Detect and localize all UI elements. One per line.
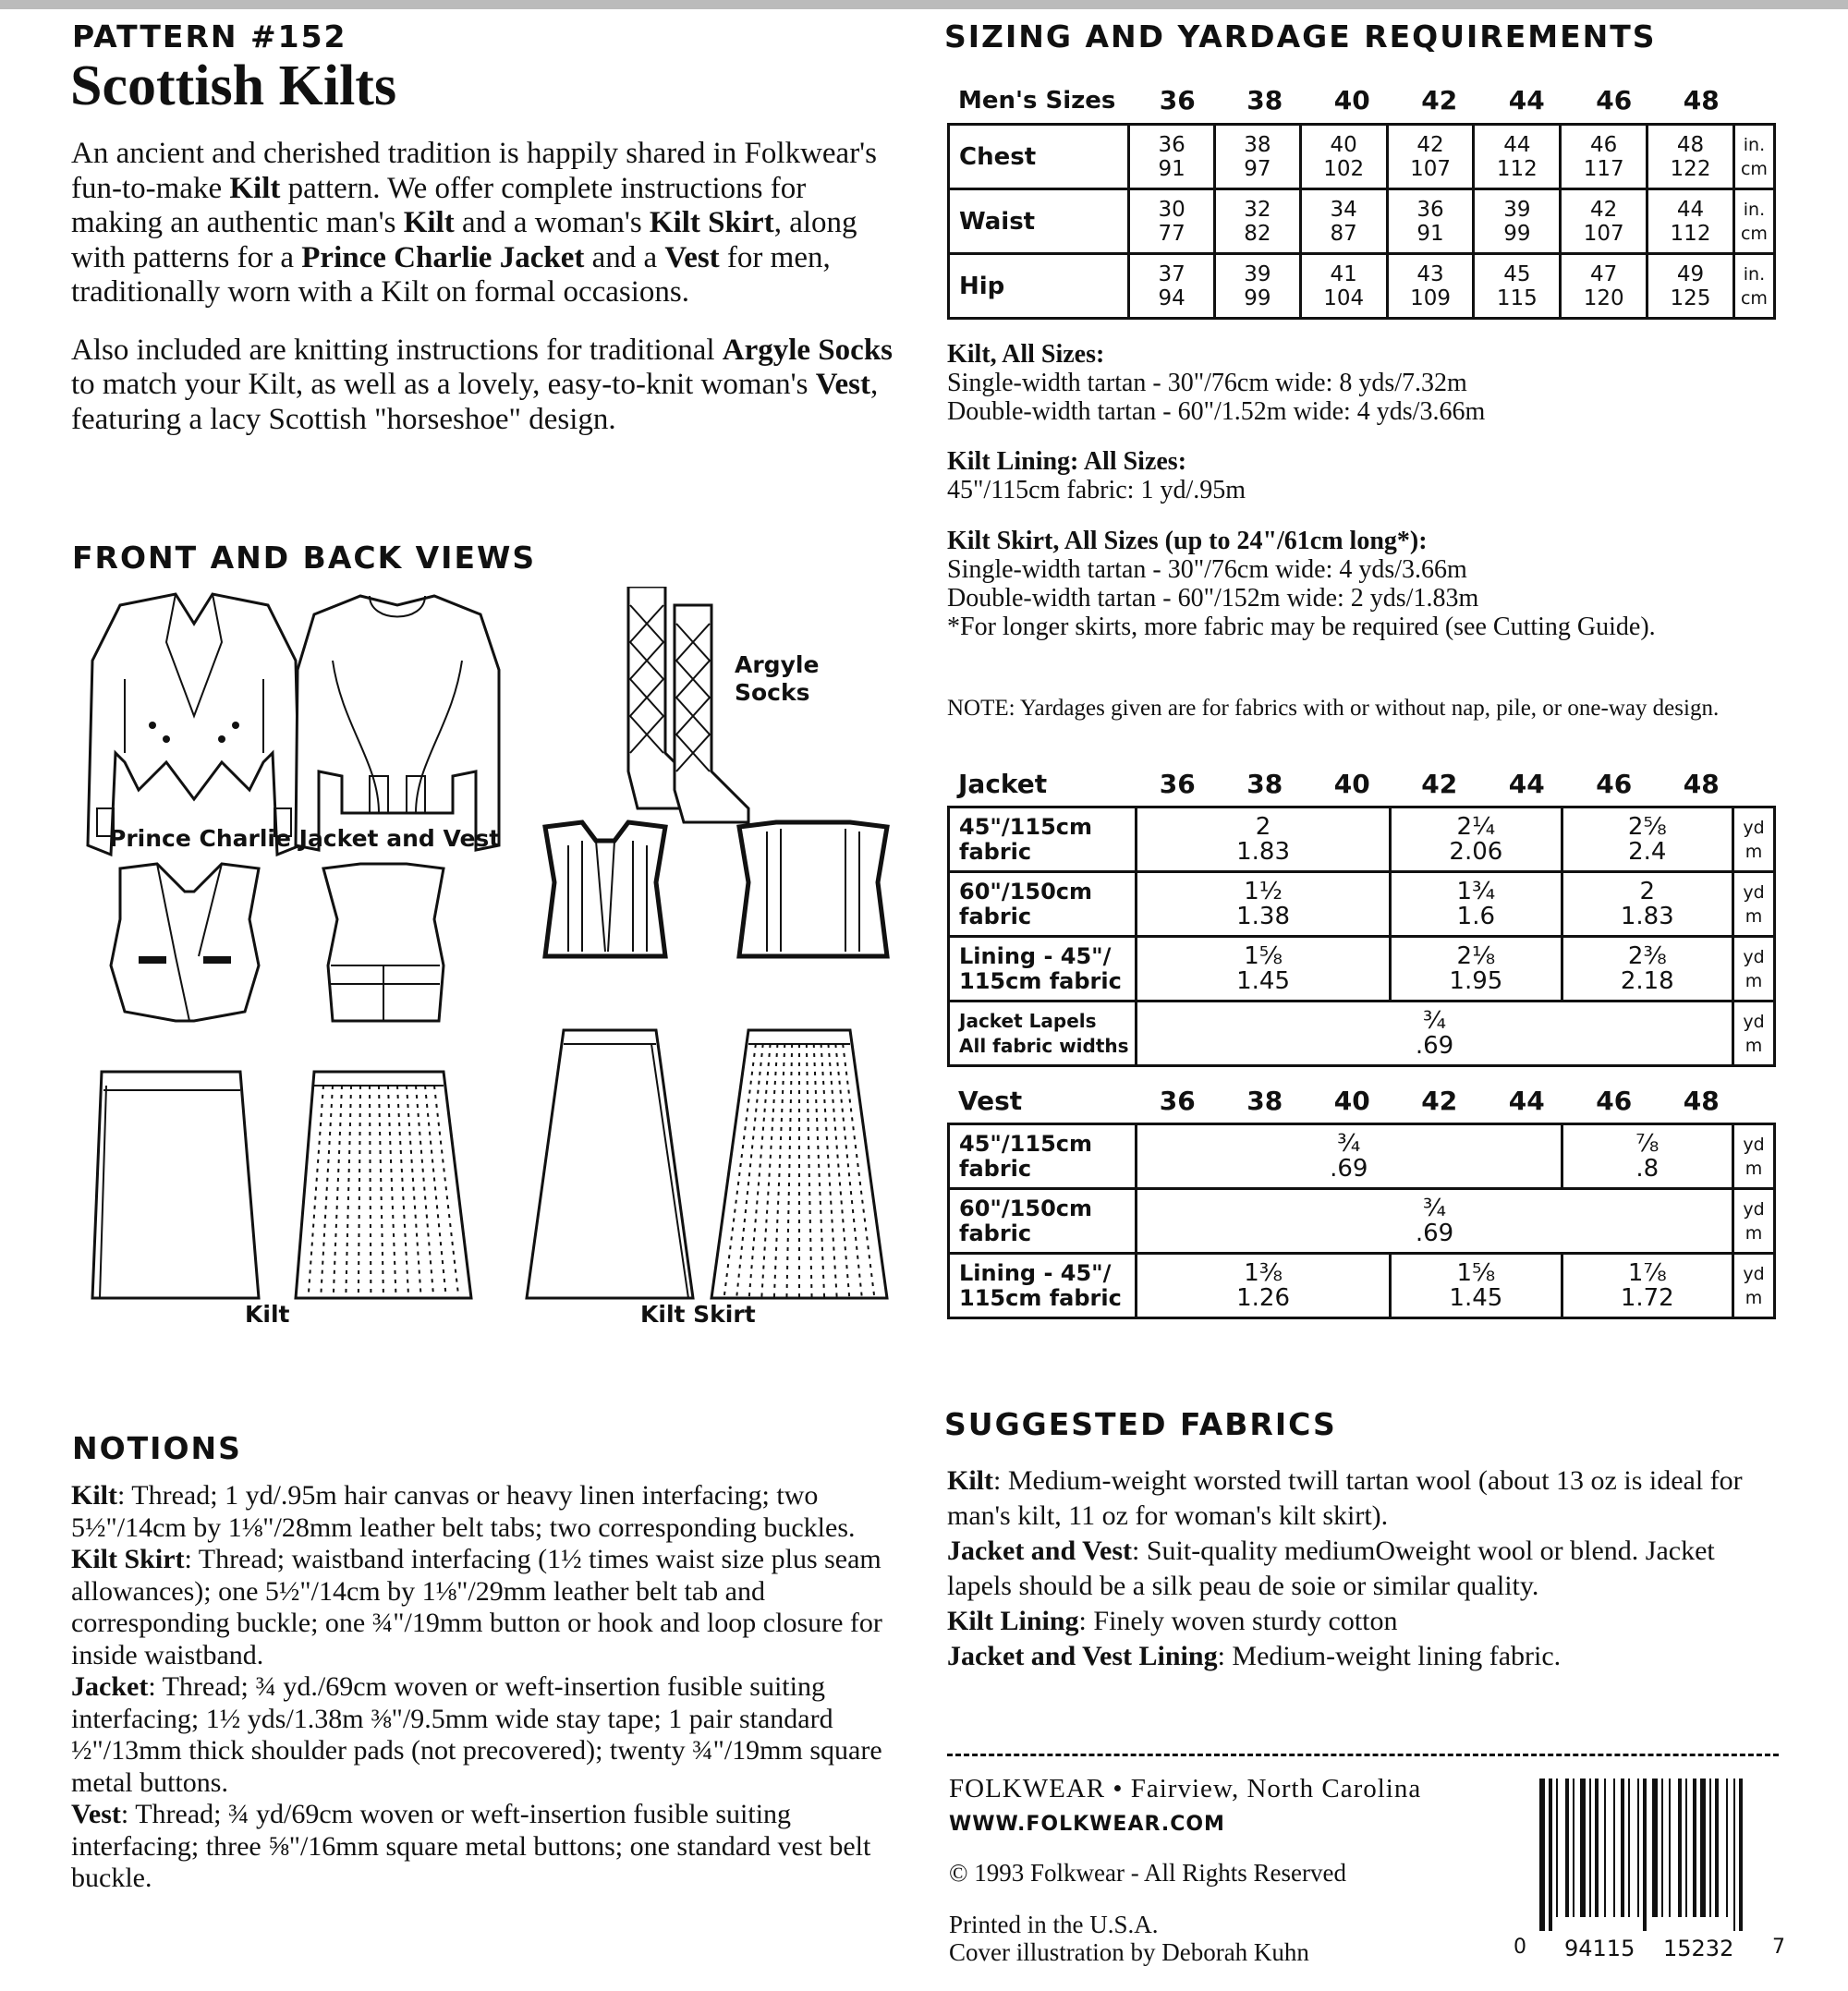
yardage-cell: 2¼ 2.06 xyxy=(1391,807,1562,872)
yardage-cell: 2 1.83 xyxy=(1137,807,1391,872)
argyle-socks-caption xyxy=(735,651,819,707)
yardage-cell: ⅞ .8 xyxy=(1562,1124,1732,1189)
measurement-row xyxy=(949,254,1775,319)
unit-cell: yd m xyxy=(1733,872,1775,937)
size-number: 46 xyxy=(1596,1086,1633,1116)
yardage-cell: ¾ .69 xyxy=(1137,1124,1562,1189)
size-number: 38 xyxy=(1246,769,1283,799)
jacket-front-drawing xyxy=(88,594,300,855)
unit-cell: in. cm xyxy=(1733,189,1774,254)
measurement-cell: 44 112 xyxy=(1474,125,1561,189)
measurement-cell: 30 77 xyxy=(1129,189,1215,254)
nap-note: NOTE: Yardages given are for fabrics with or without nap, pile, or one-way design. xyxy=(947,696,1720,721)
argyle-caption-line1: Argyle xyxy=(735,651,820,678)
unit-cell: yd m xyxy=(1733,1254,1775,1318)
intro-text xyxy=(71,137,894,460)
measurement-cell: 45 115 xyxy=(1474,254,1561,319)
yardage-row xyxy=(949,1189,1775,1254)
yardage-row xyxy=(949,1254,1775,1318)
views-heading: FRONT AND BACK VIEWS xyxy=(72,540,537,576)
mens-vest-front-drawing xyxy=(111,864,259,1021)
fabrics-heading: SUGGESTED FABRICS xyxy=(944,1406,1337,1442)
measurement-cell: 38 97 xyxy=(1215,125,1301,189)
measurement-cell: 44 112 xyxy=(1647,189,1734,254)
row-label: 60"/150cm fabric xyxy=(949,1189,1137,1254)
yardage-cell: 2⅝ 2.4 xyxy=(1562,807,1732,872)
jacket-sizes-header xyxy=(947,769,1779,799)
row-label: Chest xyxy=(949,125,1129,189)
intro-paragraph-1: An ancient and cherished tradition is happily shared in Folkwear's fun-to-make Kilt pattern. We offer complete instructions for making an authentic man's Kilt and a woman's Kilt Skirt, along with patterns for a Prince Charlie Jacket and a Vest for men, traditionally worn with a Kilt on formal occasions. xyxy=(71,137,877,309)
size-number: 46 xyxy=(1596,769,1633,799)
pattern-number: PATTERN #152 xyxy=(72,18,347,55)
size-number: 38 xyxy=(1246,85,1283,115)
vest-sizes-header xyxy=(947,1086,1779,1116)
argyle-caption-line2: Socks xyxy=(735,679,810,706)
size-number: 38 xyxy=(1246,1086,1283,1116)
measurement-cell: 36 91 xyxy=(1129,125,1215,189)
measurement-cell: 40 102 xyxy=(1300,125,1387,189)
yardage-row xyxy=(949,1002,1775,1066)
yardage-cell: 1⅞ 1.72 xyxy=(1562,1254,1732,1318)
mens-sizes-label: Men's Sizes xyxy=(958,86,1116,115)
row-label: Hip xyxy=(949,254,1129,319)
measurement-cell: 37 94 xyxy=(1129,254,1215,319)
row-label: Waist xyxy=(949,189,1129,254)
intro-paragraph-2: Also included are knitting instructions for traditional Argyle Socks to match your Kilt, as well as a lovely, easy-to-knit woman's Vest, featuring a lacy Scottish "horseshoe" design. xyxy=(71,333,894,436)
unit-cell: yd m xyxy=(1733,937,1775,1002)
womens-vest-back-drawing xyxy=(739,822,887,956)
size-number: 42 xyxy=(1421,769,1458,799)
barcode-digits-group1: 94115 xyxy=(1564,1936,1635,1961)
jacket-label: Jacket xyxy=(958,769,1048,799)
notions-text: Kilt: Thread; 1 yd/.95m hair canvas or heavy linen interfacing; two 5½"/14cm by 1⅛"/28mm leather belt tabs; two corresponding buckles. Kilt Skirt: Thread; waistband interfacing (1½ times waist size plus seam allowances); one 5½"/14cm by 1⅛"/29mm leather belt tab and corresponding buckle; one ¾"/19mm button or hook and loop closure for inside waistband. Jacket: Thread; ¾ yd./69cm woven or weft-insertion fusible suiting interfacing; 1½ yds/1.38m ⅜"/9.5mm wide stay tape; 1 pair standard ½"/13mm thick shoulder pads (not precovered); twenty ¾"/19mm square metal buttons. Vest: Thread; ¾ yd/69cm woven or weft-insertion fusible suiting interfacing; three ⅝"/16mm square metal buttons; one standard vest belt buckle. xyxy=(71,1480,882,1893)
print-credits xyxy=(949,1911,1309,1966)
kilt-back-drawing xyxy=(296,1072,471,1298)
yardage-row xyxy=(949,872,1775,937)
size-number: 36 xyxy=(1159,769,1196,799)
barcode-digit-right: 7 xyxy=(1772,1936,1785,1959)
upc-barcode xyxy=(1514,1779,1791,1968)
size-number: 48 xyxy=(1683,85,1720,115)
measurement-row xyxy=(949,189,1775,254)
kilt-skirt-back-drawing xyxy=(711,1030,887,1298)
row-label: 45"/115cm fabric xyxy=(949,807,1137,872)
row-label: 60"/150cm fabric xyxy=(949,872,1137,937)
yardage-row xyxy=(949,937,1775,1002)
mens-sizes-header xyxy=(947,85,1779,115)
suggested-fabrics-text: Kilt: Medium-weight worsted twill tartan wool (about 13 oz is ideal for man's kilt, 11 oz for woman's kilt skirt). Jacket and Vest: Suit-quality mediumOweight wool or blend. Jacket lapels should be a silk peau de soie or similar quality. Kilt Lining: Finely woven sturdy cotton Jacket and Vest Lining: Medium-weight lining fabric. xyxy=(947,1465,1743,1671)
yardage-cell: 1½ 1.38 xyxy=(1137,872,1391,937)
barcode-digit-left: 0 xyxy=(1514,1936,1526,1959)
barcode-digits-group2: 15232 xyxy=(1663,1936,1734,1961)
measurement-cell: 48 122 xyxy=(1647,125,1734,189)
yardage-row xyxy=(949,807,1775,872)
sizing-heading: SIZING AND YARDAGE REQUIREMENTS xyxy=(944,18,1657,55)
kilt-skirt-caption: Kilt Skirt xyxy=(640,1301,756,1328)
yardage-cell: 2⅛ 1.95 xyxy=(1391,937,1562,1002)
size-number: 48 xyxy=(1683,1086,1720,1116)
size-number: 44 xyxy=(1508,1086,1545,1116)
measurement-cell: 49 125 xyxy=(1647,254,1734,319)
mens-vest-back-drawing xyxy=(323,864,444,1021)
kilt-skirt-yardage: Kilt Skirt, All Sizes (up to 24"/61cm long*): Single-width tartan - 30"/76cm wide: 4 yds/3.66m Double-width tartan - 60"/152m wide: 2 yds/1.83m *For longer skirts, more fabric may be required (see Cutting Guide). xyxy=(947,527,1656,641)
row-label: 45"/115cm fabric xyxy=(949,1124,1137,1189)
size-number: 42 xyxy=(1421,1086,1458,1116)
yardage-cell: 1¾ 1.6 xyxy=(1391,872,1562,937)
kilt-skirt-front-drawing xyxy=(527,1030,693,1298)
jacket-yardage-table xyxy=(947,806,1776,1067)
measurement-cell: 36 91 xyxy=(1387,189,1474,254)
yardage-cell: 1⅝ 1.45 xyxy=(1137,937,1391,1002)
measurement-cell: 41 104 xyxy=(1300,254,1387,319)
unit-cell: yd m xyxy=(1733,1124,1775,1189)
measurement-cell: 47 120 xyxy=(1561,254,1647,319)
footer-divider xyxy=(947,1754,1779,1756)
notions-heading: NOTIONS xyxy=(72,1430,242,1466)
size-number: 36 xyxy=(1159,85,1196,115)
size-number: 44 xyxy=(1508,85,1545,115)
copyright: © 1993 Folkwear - All Rights Reserved xyxy=(949,1859,1346,1887)
body-measurements-table xyxy=(947,123,1776,320)
unit-cell: in. cm xyxy=(1733,125,1774,189)
row-label: Jacket Lapels All fabric widths xyxy=(949,1002,1137,1066)
row-label: Lining - 45"/ 115cm fabric xyxy=(949,1254,1137,1318)
vest-label: Vest xyxy=(958,1086,1023,1116)
yardage-cell: 2 1.83 xyxy=(1562,872,1732,937)
size-number: 44 xyxy=(1508,769,1545,799)
womens-vest-front-drawing xyxy=(545,822,665,956)
illustration-credit: Cover illustration by Deborah Kuhn xyxy=(949,1938,1309,1966)
kilt-front-drawing xyxy=(92,1072,259,1298)
size-number: 36 xyxy=(1159,1086,1196,1116)
measurement-cell: 46 117 xyxy=(1561,125,1647,189)
yardage-cell: ¾ .69 xyxy=(1137,1189,1733,1254)
company-line: FOLKWEAR • Fairview, North Carolina xyxy=(949,1774,1422,1803)
size-number: 40 xyxy=(1333,769,1370,799)
measurement-cell: 42 107 xyxy=(1561,189,1647,254)
measurement-cell: 34 87 xyxy=(1300,189,1387,254)
pattern-title: Scottish Kilts xyxy=(70,55,397,117)
measurement-cell: 32 82 xyxy=(1215,189,1301,254)
measurement-cell: 42 107 xyxy=(1387,125,1474,189)
vest-yardage-table xyxy=(947,1123,1776,1319)
unit-cell: yd m xyxy=(1733,1002,1775,1066)
unit-cell: in. cm xyxy=(1733,254,1774,319)
printed-in: Printed in the U.S.A. xyxy=(949,1911,1159,1938)
size-number: 48 xyxy=(1683,769,1720,799)
measurement-cell: 43 109 xyxy=(1387,254,1474,319)
size-number: 40 xyxy=(1333,85,1370,115)
yardage-row xyxy=(949,1124,1775,1189)
measurement-cell: 39 99 xyxy=(1215,254,1301,319)
size-number: 42 xyxy=(1421,85,1458,115)
kilt-caption: Kilt xyxy=(245,1301,290,1328)
yardage-cell: ¾ .69 xyxy=(1137,1002,1733,1066)
size-number: 40 xyxy=(1333,1086,1370,1116)
website-link[interactable]: WWW.FOLKWEAR.COM xyxy=(949,1813,1225,1836)
yardage-cell: 2⅜ 2.18 xyxy=(1562,937,1732,1002)
size-number: 46 xyxy=(1596,85,1633,115)
row-label: Lining - 45"/ 115cm fabric xyxy=(949,937,1137,1002)
yardage-cell: 1⅝ 1.45 xyxy=(1391,1254,1562,1318)
argyle-socks-drawing xyxy=(628,587,748,822)
jacket-vest-caption: Prince Charlie Jacket and Vest xyxy=(109,825,501,852)
kilt-yardage: Kilt, All Sizes: Single-width tartan - 30"/76cm wide: 8 yds/7.32m Double-width tartan - 60"/1.52m wide: 4 yds/3.66m xyxy=(947,340,1486,426)
unit-cell: yd m xyxy=(1733,1189,1775,1254)
jacket-back-drawing xyxy=(296,596,499,850)
measurement-cell: 39 99 xyxy=(1474,189,1561,254)
kilt-lining-yardage: Kilt Lining: All Sizes: 45"/115cm fabric: 1 yd/.95m xyxy=(947,447,1246,504)
unit-cell: yd m xyxy=(1733,807,1775,872)
yardage-cell: 1⅜ 1.26 xyxy=(1137,1254,1391,1318)
barcode-bars xyxy=(1539,1779,1817,1931)
measurement-row xyxy=(949,125,1775,189)
scan-edge xyxy=(0,0,1848,9)
